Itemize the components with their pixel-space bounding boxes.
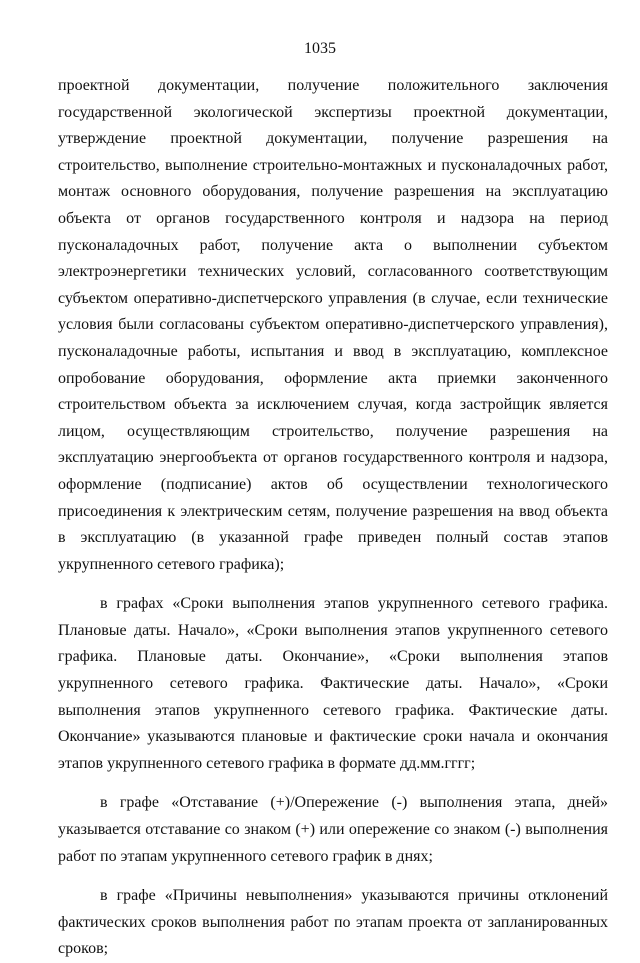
page-number: 1035	[304, 40, 336, 57]
paragraph-delay-advance: в графе «Отставание (+)/Опережение (-) выполнения этапа, дней» указывается отставание со знаком (+) или опережение со знаком (-) выполнения работ по этапам укрупненного сетевого график в днях;	[58, 794, 608, 865]
paragraph-failure-reasons: в графе «Причины невыполнения» указываются причины отклонений фактических сроков выполнения работ по этапам проекта от запланированных сроков;	[58, 887, 608, 958]
paragraph-stages-list: проектной документации, получение положительного заключения государственной экологической экспертизы проектной документации, утверждение проектной документации, получение разрешения на строительство, выполнение строительно-монтажных и пусконаладочных работ, монтаж основного оборудования, получение разрешения на эксплуатацию объекта от органов государственного контроля и надзора на период пусконаладочных работ, получение акта о выполнении субъектом электроэнергетики технических условий, согласованного соответствующим субъектом оперативно-диспетчерского управления (в случае, если технические условия были согласованы субъектом оперативно-диспетчерского управления), пусконаладочные работы, испытания и ввод в эксплуатацию, комплексное опробование оборудования, оформление акта приемки законченного строительством объекта за исключением случая, когда застройщик является лицом, осуществляющим строительство, получение разрешения на эксплуатацию энергообъекта от органов государственного контроля и надзора, оформление (подписание) актов об осуществлении технологического присоединения к электрическим сетям, получение разрешения на ввод объекта в эксплуатацию (в указанной графе приведен полный состав этапов укрупненного сетевого графика);	[58, 77, 608, 573]
document-body	[58, 73, 608, 963]
paragraph-schedule-dates: в графах «Сроки выполнения этапов укрупненного сетевого графика. Плановые даты. Начало», «Сроки выполнения этапов укрупненного сетевого графика. Плановые даты. Окончание», «Сроки выполнения этапов укрупненного сетевого графика. Фактические даты. Начало», «Сроки выполнения этапов укрупненного сетевого графика. Фактические даты. Окончание» указываются плановые и фактические сроки начала и окончания этапов укрупненного сетевого графика в формате дд.мм.гггг;	[58, 595, 608, 772]
